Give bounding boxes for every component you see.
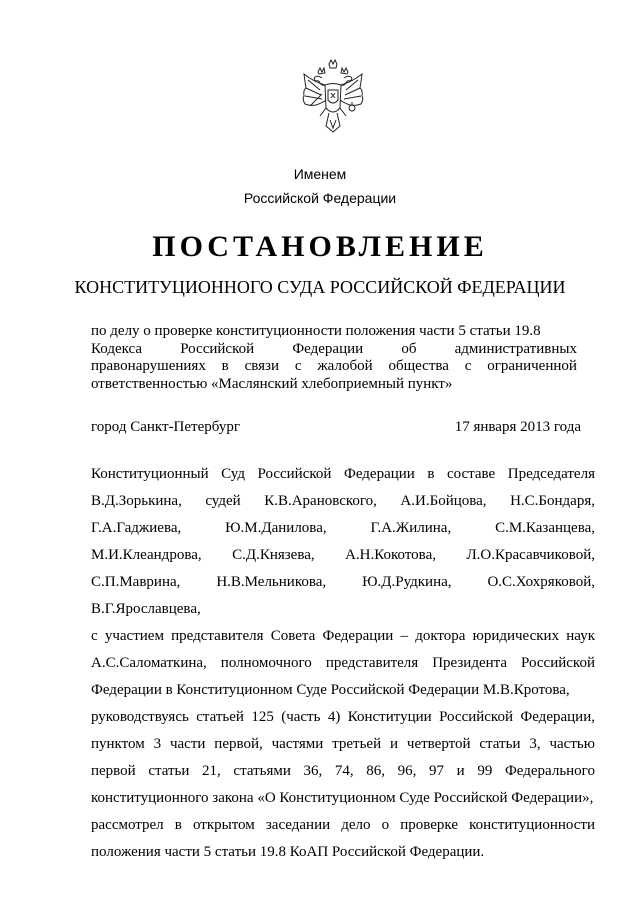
word: участием — [104, 628, 164, 644]
word: 74, — [334, 763, 354, 779]
word: ответственностью «Маслянский хлебоприемный пункт» — [91, 375, 453, 392]
word: Федерального — [504, 763, 595, 779]
word: Председателя — [507, 466, 595, 482]
word: в — [174, 817, 182, 833]
word: 125 — [251, 709, 274, 725]
word: части — [169, 736, 206, 752]
case-line — [91, 341, 577, 359]
case-description — [91, 323, 577, 393]
body-line — [91, 786, 595, 813]
word: положения части 5 статьи 19.8 КоАП Российской Федерации. — [91, 844, 485, 860]
word: 96, — [397, 763, 417, 779]
body-line — [91, 678, 595, 705]
word: судей — [205, 493, 241, 509]
word: Федерации в Конституционном Суде Российской Федерации М.В.Кротова, — [91, 682, 570, 698]
word: В.Д.Зорькина, — [91, 493, 182, 509]
word: наук — [566, 628, 595, 644]
word: конституционности — [469, 817, 595, 833]
word: статьи — [148, 763, 190, 779]
word: конституционного закона «О Конституционном Суде Российской Федерации», — [91, 790, 594, 806]
word: пунктом — [91, 736, 145, 752]
word: С.М.Казанцева, — [495, 520, 595, 536]
word: статьей — [196, 709, 244, 725]
word: проверке — [400, 817, 459, 833]
word: представителя — [171, 628, 264, 644]
word: А.И.Бойцова, — [400, 493, 487, 509]
word: М.И.Клеандрова, — [91, 547, 202, 563]
word: составе — [446, 466, 496, 482]
body-line — [91, 759, 595, 786]
document-subtitle: КОНСТИТУЦИОННОГО СУДА РОССИЙСКОЙ ФЕДЕРАЦИИ — [74, 277, 566, 297]
word: по делу о проверке конституционности положения части 5 статьи 19.8 — [91, 323, 541, 339]
body-line — [91, 624, 595, 651]
word: жалобой — [317, 358, 373, 374]
city-label: город Санкт-Петербург — [91, 419, 240, 435]
word: Федерации — [322, 628, 394, 644]
word: с — [91, 628, 98, 644]
word: четвертой — [406, 736, 471, 752]
document-meta — [91, 418, 581, 436]
word: связи — [244, 358, 279, 374]
word: юридических — [472, 628, 560, 644]
word: Л.О.Красавчиковой, — [466, 547, 595, 563]
word: общества — [388, 358, 449, 374]
word: статьи — [479, 736, 521, 752]
body-line — [91, 840, 595, 867]
word: Российской — [257, 466, 332, 482]
word: Конституционный — [91, 466, 209, 482]
word: С.Д.Князева, — [232, 547, 315, 563]
date-label: 17 января 2013 года — [454, 419, 581, 435]
word: Федерации — [343, 466, 415, 482]
word: Ю.Д.Рудкина, — [362, 574, 452, 590]
word: доктора — [415, 628, 466, 644]
word: Федерации, — [520, 709, 595, 725]
word: Ю.М.Данилова, — [225, 520, 327, 536]
word: 36, — [303, 763, 323, 779]
document-body — [91, 462, 595, 867]
word: Президента — [432, 655, 508, 671]
word: К.В.Арановского, — [264, 493, 377, 509]
body-line — [91, 813, 595, 840]
word: Российской — [439, 709, 513, 725]
body-line — [91, 705, 595, 732]
word: открытом — [192, 817, 255, 833]
word: рассмотрел — [91, 817, 164, 833]
word: – — [400, 628, 408, 644]
body-line — [91, 516, 595, 543]
word: Н.С.Бондаря, — [510, 493, 595, 509]
word: полномочного — [220, 655, 312, 671]
word: и — [390, 736, 399, 752]
word: 4) — [327, 709, 341, 725]
word: дело — [341, 817, 371, 833]
word: Российской — [521, 655, 595, 671]
body-line — [91, 651, 595, 678]
word: 86, — [366, 763, 386, 779]
body-line — [91, 597, 595, 624]
word: 97 — [429, 763, 445, 779]
document-title: ПОСТАНОВЛЕНИЕ — [152, 230, 488, 263]
word: Г.А.Гаджиева, — [91, 520, 182, 536]
word: (часть — [281, 709, 321, 725]
body-line — [91, 462, 595, 489]
case-line — [91, 323, 577, 341]
word: частью — [549, 736, 595, 752]
word: представителя — [325, 655, 419, 671]
word: Суд — [221, 466, 245, 482]
word: руководствуясь — [91, 709, 189, 725]
body-line — [91, 543, 595, 570]
word: Федерации — [292, 340, 364, 357]
header-line-1: Именем — [293, 166, 347, 182]
word: заседании — [265, 817, 331, 833]
word: и — [456, 763, 465, 779]
word: 3 — [153, 736, 162, 752]
word: А.С.Саломаткина, — [91, 655, 207, 671]
word: в — [427, 466, 435, 482]
word: ограниченной — [487, 358, 577, 374]
word: С.П.Маврина, — [91, 574, 181, 590]
body-line — [91, 570, 595, 597]
word: первой — [91, 763, 136, 779]
russian-coat-of-arms-icon — [296, 58, 370, 140]
header-line-2: Российской Федерации — [243, 190, 397, 206]
case-line — [91, 358, 577, 376]
word: частями — [271, 736, 324, 752]
word: с — [464, 358, 472, 374]
word: Н.В.Мельникова, — [216, 574, 327, 590]
word: о — [381, 817, 390, 833]
word: третьей — [332, 736, 382, 752]
word: В.Г.Ярославцева, — [91, 601, 201, 617]
word: Кодекса — [91, 340, 143, 357]
word: Г.А.Жилина, — [370, 520, 452, 536]
case-line — [91, 376, 577, 394]
word: с — [294, 358, 302, 374]
word: Российской — [180, 340, 255, 357]
word: Совета — [270, 628, 316, 644]
word: об — [401, 340, 417, 357]
word: Конституции — [347, 709, 432, 725]
body-line — [91, 489, 595, 516]
word: статьями — [233, 763, 291, 779]
word: правонарушениях — [91, 358, 206, 374]
body-line — [91, 732, 595, 759]
word: О.С.Хохряковой, — [487, 574, 595, 590]
word: 3, — [529, 736, 541, 752]
word: 21, — [202, 763, 221, 779]
word: первой, — [214, 736, 263, 752]
word: 99 — [477, 763, 493, 779]
word: в — [221, 358, 229, 374]
word: А.Н.Кокотова, — [345, 547, 436, 563]
word: административных — [454, 340, 577, 357]
